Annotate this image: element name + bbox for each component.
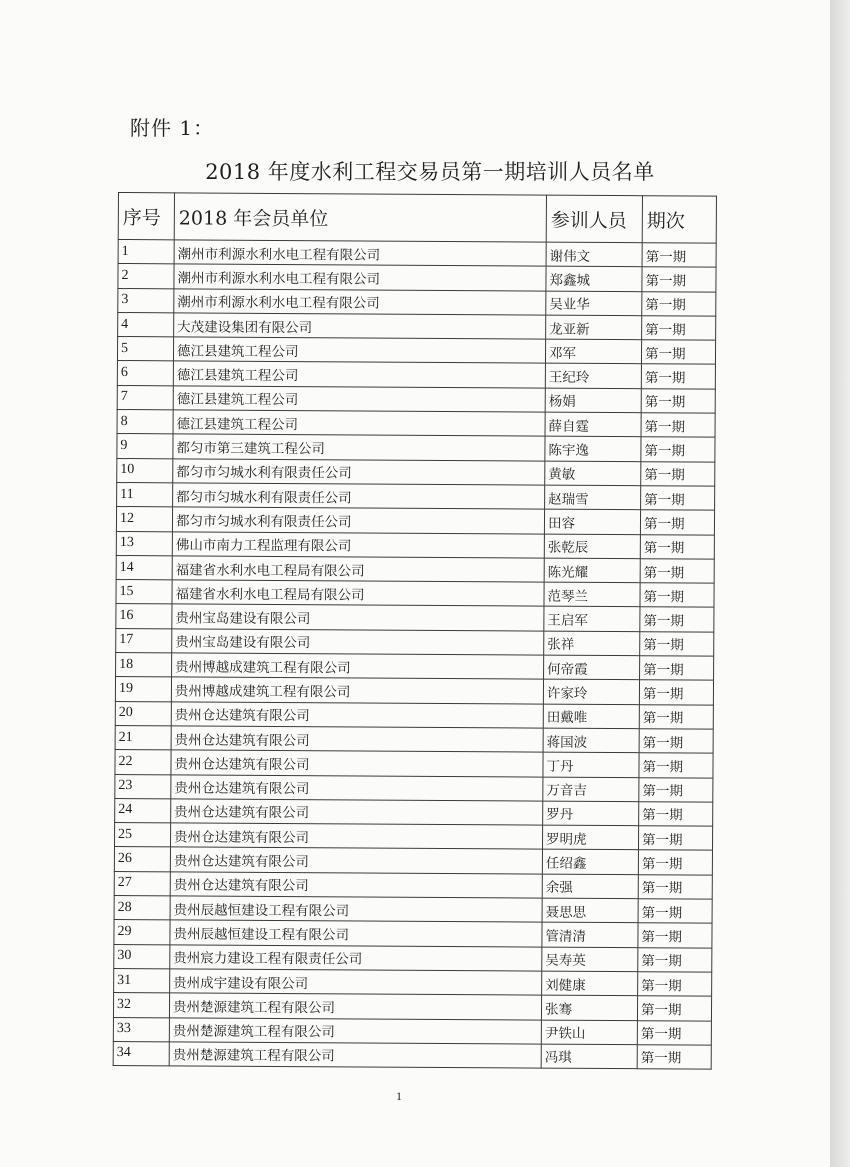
trainee-name: 王启军 [544, 607, 640, 632]
row-index: 32 [113, 993, 169, 1018]
table-row [117, 410, 715, 438]
row-index: 20 [115, 701, 171, 726]
session: 第一期 [638, 899, 712, 924]
member-unit: 贵州辰越恒建设工程有限公司 [170, 920, 542, 947]
trainee-name: 谢伟文 [546, 242, 642, 267]
session: 第一期 [640, 631, 714, 656]
member-unit: 贵州仓达建筑有限公司 [171, 799, 543, 826]
member-unit: 贵州仓达建筑有限公司 [171, 701, 543, 728]
row-index: 16 [116, 604, 172, 629]
session: 第一期 [638, 850, 712, 875]
table-row [114, 847, 712, 875]
member-unit: 贵州成宇建设有限公司 [170, 969, 542, 996]
session: 第一期 [641, 413, 715, 438]
trainee-name: 管清清 [542, 922, 638, 947]
session: 第一期 [640, 559, 714, 584]
member-unit: 贵州宸力建设工程有限责任公司 [170, 944, 542, 971]
table-row [116, 604, 714, 632]
table-row [113, 1041, 711, 1069]
trainee-name: 罗明虎 [542, 825, 638, 850]
trainee-name: 龙亚新 [546, 315, 642, 340]
member-unit: 贵州博越成建筑工程有限公司 [172, 653, 544, 680]
member-unit: 德江县建筑工程公司 [173, 337, 545, 364]
table-row [117, 434, 715, 462]
member-unit: 潮州市利源水利水电工程有限公司 [174, 288, 546, 315]
header-session: 期次 [642, 196, 716, 243]
row-index: 27 [114, 871, 170, 896]
session: 第一期 [639, 777, 713, 802]
session: 第一期 [637, 996, 711, 1021]
session: 第一期 [638, 874, 712, 899]
row-index: 1 [118, 240, 174, 265]
trainee-name: 吴寿英 [542, 947, 638, 972]
session: 第一期 [640, 583, 714, 608]
trainee-name: 邓军 [545, 339, 641, 364]
trainee-table [113, 192, 717, 1070]
member-unit: 贵州楚源建筑工程有限公司 [169, 1042, 541, 1069]
session: 第一期 [638, 826, 712, 851]
table-row [118, 264, 716, 292]
row-index: 18 [116, 653, 172, 678]
table-row [114, 944, 712, 972]
session: 第一期 [637, 1044, 711, 1069]
member-unit: 贵州楚源建筑工程有限公司 [169, 993, 541, 1020]
table-row [114, 896, 712, 924]
table-row [118, 288, 716, 316]
table-row [116, 580, 714, 608]
table-row [117, 458, 715, 486]
table-body [113, 240, 716, 1070]
session: 第一期 [638, 923, 712, 948]
session: 第一期 [641, 486, 715, 511]
trainee-name: 丁丹 [543, 752, 639, 777]
table-row [114, 968, 712, 996]
row-index: 33 [113, 1017, 169, 1042]
member-unit: 贵州楚源建筑工程有限公司 [169, 1017, 541, 1044]
session: 第一期 [640, 510, 714, 535]
session: 第一期 [642, 291, 716, 316]
row-index: 34 [113, 1041, 169, 1066]
row-index: 9 [117, 434, 173, 459]
trainee-name: 尹铁山 [541, 1020, 637, 1045]
trainee-name: 吴业华 [546, 291, 642, 316]
scan-edge [830, 0, 850, 1167]
session: 第一期 [641, 388, 715, 413]
table-row [118, 312, 716, 340]
table-row [115, 750, 713, 778]
session: 第一期 [642, 243, 716, 268]
table-row [115, 798, 713, 826]
trainee-name: 罗丹 [543, 801, 639, 826]
row-index: 24 [115, 798, 171, 823]
session: 第一期 [640, 534, 714, 559]
session: 第一期 [639, 753, 713, 778]
trainee-name: 何帝霞 [544, 655, 640, 680]
member-unit: 都匀市匀城水利有限责任公司 [173, 483, 545, 510]
row-index: 28 [114, 896, 170, 921]
trainee-name: 冯琪 [541, 1044, 637, 1069]
member-unit: 德江县建筑工程公司 [173, 410, 545, 437]
trainee-name: 王纪玲 [545, 364, 641, 389]
table-row [116, 507, 714, 535]
trainee-name: 陈宇逸 [545, 436, 641, 461]
table-row [115, 725, 713, 753]
trainee-name: 田容 [544, 509, 640, 534]
table-row [117, 385, 715, 413]
table-header-row [118, 193, 716, 244]
member-unit: 大茂建设集团有限公司 [174, 313, 546, 340]
row-index: 13 [116, 531, 172, 556]
trainee-name: 刘健康 [542, 971, 638, 996]
session: 第一期 [639, 680, 713, 705]
document-title: 2018 年度水利工程交易员第一期培训人员名单 [205, 160, 655, 184]
trainee-name: 张乾辰 [544, 534, 640, 559]
table-row [116, 628, 714, 656]
table-row [113, 1017, 711, 1045]
table-row [118, 240, 716, 268]
table-row [116, 653, 714, 681]
member-unit: 德江县建筑工程公司 [173, 361, 545, 388]
row-index: 19 [115, 677, 171, 702]
row-index: 8 [117, 410, 173, 435]
member-unit: 贵州辰越恒建设工程有限公司 [170, 896, 542, 923]
table-row [116, 531, 714, 559]
member-unit: 贵州仓达建筑有限公司 [170, 872, 542, 899]
member-unit: 都匀市匀城水利有限责任公司 [173, 459, 545, 486]
member-unit: 福建省水利水电工程局有限公司 [172, 580, 544, 607]
row-index: 29 [114, 920, 170, 945]
table-row [114, 920, 712, 948]
row-index: 22 [115, 750, 171, 775]
table-row [117, 337, 715, 365]
session: 第一期 [641, 364, 715, 389]
member-unit: 贵州仓达建筑有限公司 [171, 774, 543, 801]
trainee-name: 杨娟 [545, 388, 641, 413]
row-index: 4 [118, 312, 174, 337]
member-unit: 潮州市利源水利水电工程有限公司 [174, 240, 546, 267]
row-index: 26 [114, 847, 170, 872]
row-index: 12 [116, 507, 172, 532]
header-member-unit: 2018 年会员单位 [174, 193, 546, 242]
member-unit: 贵州宝岛建设有限公司 [172, 629, 544, 656]
row-index: 14 [116, 555, 172, 580]
member-unit: 德江县建筑工程公司 [173, 386, 545, 413]
session: 第一期 [642, 267, 716, 292]
row-index: 30 [114, 944, 170, 969]
session: 第一期 [639, 802, 713, 827]
row-index: 23 [115, 774, 171, 799]
row-index: 5 [117, 337, 173, 362]
row-index: 15 [116, 580, 172, 605]
trainee-name: 万音吉 [543, 777, 639, 802]
trainee-name: 郑鑫城 [546, 266, 642, 291]
trainee-name: 陈光耀 [544, 558, 640, 583]
trainee-name: 任绍鑫 [542, 850, 638, 875]
session: 第一期 [641, 461, 715, 486]
table-row [114, 871, 712, 899]
member-unit: 都匀市匀城水利有限责任公司 [172, 507, 544, 534]
row-index: 6 [117, 361, 173, 386]
session: 第一期 [639, 704, 713, 729]
attachment-label: 附件 1： [130, 116, 215, 140]
row-index: 7 [117, 385, 173, 410]
table-row [117, 361, 715, 389]
trainee-name: 聂思思 [542, 898, 638, 923]
row-index: 11 [117, 482, 173, 507]
table-row [114, 823, 712, 851]
trainee-name: 赵瑞雪 [545, 485, 641, 510]
trainee-name: 张祥 [544, 631, 640, 656]
member-unit: 都匀市第三建筑工程公司 [173, 434, 545, 461]
table-row [117, 482, 715, 510]
member-unit: 贵州仓达建筑有限公司 [171, 726, 543, 753]
member-unit: 潮州市利源水利水电工程有限公司 [174, 264, 546, 291]
row-index: 25 [114, 823, 170, 848]
session: 第一期 [637, 1020, 711, 1045]
trainee-name: 范琴兰 [544, 582, 640, 607]
session: 第一期 [641, 340, 715, 365]
trainee-name: 蒋国波 [543, 728, 639, 753]
trainee-name: 薛自霆 [545, 412, 641, 437]
session: 第一期 [638, 972, 712, 997]
member-unit: 贵州仓达建筑有限公司 [170, 823, 542, 850]
member-unit: 贵州博越成建筑工程有限公司 [171, 677, 543, 704]
trainee-name: 黄敏 [545, 461, 641, 486]
session: 第一期 [642, 316, 716, 341]
trainee-name: 许家玲 [543, 679, 639, 704]
member-unit: 福建省水利水电工程局有限公司 [172, 556, 544, 583]
member-unit: 贵州仓达建筑有限公司 [170, 847, 542, 874]
table-row [115, 677, 713, 705]
session: 第一期 [638, 947, 712, 972]
session: 第一期 [640, 656, 714, 681]
header-index: 序号 [118, 193, 174, 240]
row-index: 2 [118, 264, 174, 289]
trainee-name: 田戴唯 [543, 704, 639, 729]
member-unit: 佛山市南力工程监理有限公司 [172, 531, 544, 558]
session: 第一期 [639, 729, 713, 754]
trainee-name: 张骞 [541, 995, 637, 1020]
member-unit: 贵州宝岛建设有限公司 [172, 604, 544, 631]
row-index: 21 [115, 725, 171, 750]
member-unit: 贵州仓达建筑有限公司 [171, 750, 543, 777]
header-trainee: 参训人员 [546, 195, 642, 243]
session: 第一期 [640, 607, 714, 632]
row-index: 3 [118, 288, 174, 313]
row-index: 17 [116, 628, 172, 653]
page-number: 1 [396, 1089, 402, 1103]
table-row [116, 555, 714, 583]
row-index: 31 [114, 968, 170, 993]
table-row [113, 993, 711, 1021]
session: 第一期 [641, 437, 715, 462]
table-row [115, 774, 713, 802]
trainee-name: 余强 [542, 874, 638, 899]
row-index: 10 [117, 458, 173, 483]
table-row [115, 701, 713, 729]
